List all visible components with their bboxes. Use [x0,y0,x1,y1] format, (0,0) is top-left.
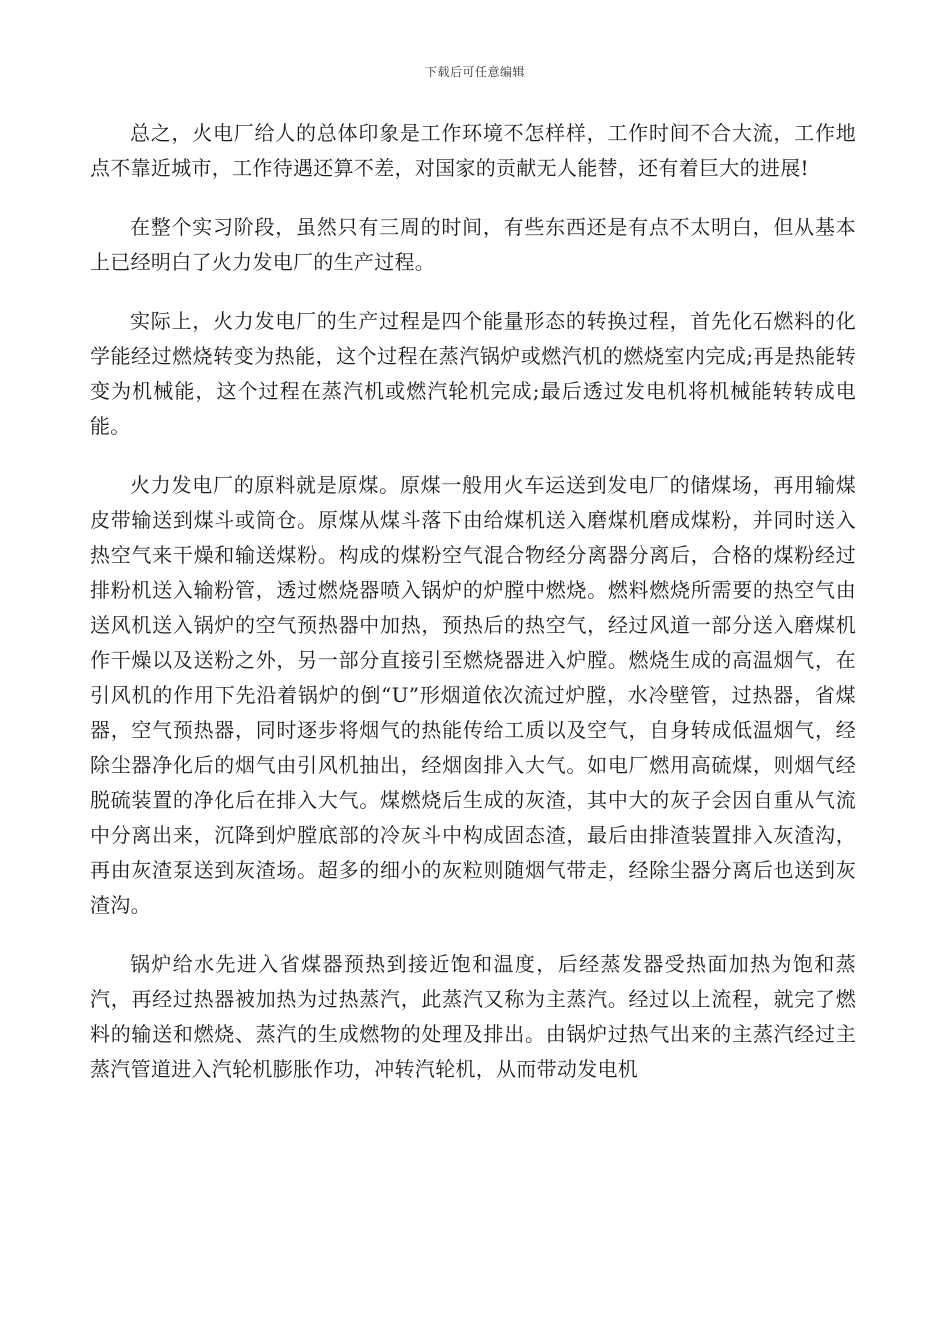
paragraph-energy-conversion: 实际上，火力发电厂的生产过程是四个能量形态的转换过程，首先化石燃料的化学能经过燃烧转变为热能，这个过程在蒸汽锅炉或燃汽机的燃烧室内完成;再是热能转变为机械能，这个过程在蒸汽机或燃汽轮机完成;最后透过发电机将机械能转转成电能。 [90,309,856,438]
paragraph-internship: 在整个实习阶段，虽然只有三周的时间，有些东西还是有点不太明白，但从基本上已经明白了火力发电厂的生产过程。 [90,215,856,274]
paragraph-coal-process: 火力发电厂的原料就是原煤。原煤一般用火车运送到发电厂的储煤场，再用输煤皮带输送到煤斗或筒仓。原煤从煤斗落下由给煤机送入磨煤机磨成煤粉，并同时送入热空气来干燥和输送煤粉。构成的煤粉空气混合物经分离器分离后，合格的煤粉经过排粉机送入输粉管，透过燃烧器喷入锅炉的炉膛中燃烧。燃料燃烧所需要的热空气由送风机送入锅炉的空气预热器中加热，预热后的热空气，经过风道一部分送入磨煤机作干燥以及送粉之外，另一部分直接引至燃烧器进入炉膛。燃烧生成的高温烟气，在引风机的作用下先沿着锅炉的倒“U”形烟道依次流过炉膛，水冷壁管，过热器，省煤器，空气预热器，同时逐步将烟气的热能传给工质以及空气，自身转成低温烟气，经除尘器净化后的烟气由引风机抽出，经烟囱排入大气。如电厂燃用高硫煤，则烟气经脱硫装置的净化后在排入大气。煤燃烧后生成的灰渣，其中大的灰子会因自重从气流中分离出来，沉降到炉膛底部的冷灰斗中构成固态渣，最后由排渣装置排入灰渣沟，再由灰渣泵送到灰渣场。超多的细小的灰粒则随烟气带走，经除尘器分离后也送到灰渣沟。 [90,473,856,917]
document-body [90,116,856,1087]
paragraph-summary: 总之，火电厂给人的总体印象是工作环境不怎样样，工作时间不合大流，工作地点不靠近城市，工作待遇还算不差，对国家的贡献无人能替，还有着巨大的进展! [90,121,856,180]
paragraph-steam-process: 锅炉给水先进入省煤器预热到接近饱和温度，后经蒸发器受热面加热为饱和蒸汽，再经过热器被加热为过热蒸汽，此蒸汽又称为主蒸汽。经过以上流程，就完了燃料的输送和燃烧、蒸汽的生成燃物的处理及排出。由锅炉过热气出来的主蒸汽经过主蒸汽管道进入汽轮机膨胀作功，冲转汽轮机，从而带动发电机 [90,952,856,1081]
page-header: 下载后可任意编辑 [424,65,525,79]
